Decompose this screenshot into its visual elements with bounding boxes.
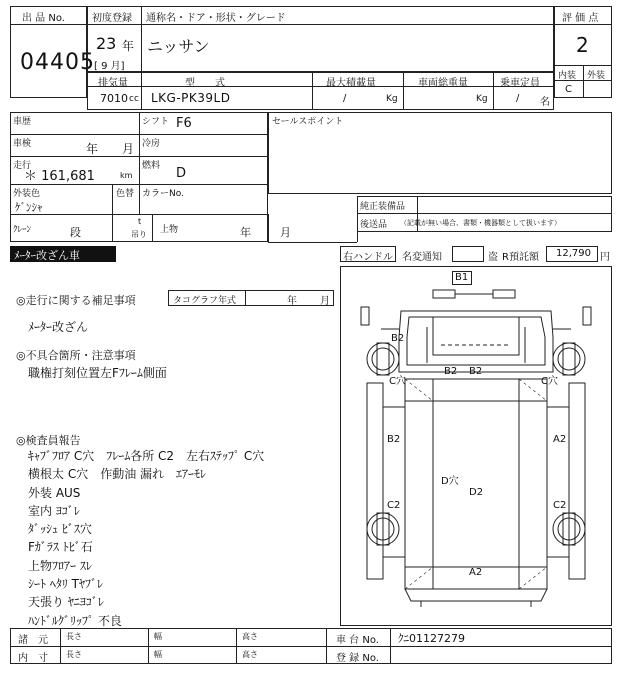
displacement-value: 7010 (100, 92, 128, 105)
displacement-unit: cc (129, 94, 139, 104)
recycle-value: 12,790 (556, 248, 591, 259)
width-label: 幅 (154, 632, 162, 641)
lot-number: 04405 (20, 50, 95, 75)
max-load-unit: Kg (386, 94, 398, 104)
driving-heading: ◎走行に関する補足事項 (16, 294, 136, 307)
tachograph-label: タコグラフ年式 (173, 296, 237, 306)
damage-mark: C穴 (389, 376, 406, 387)
interior-width-label: 幅 (154, 650, 162, 659)
fuel-label: 燃料 (142, 161, 161, 171)
exterior-color-label: 外装色 (13, 189, 41, 199)
registration-label: 登 録 No. (336, 653, 379, 664)
inspection-year-unit: 年 (86, 142, 99, 156)
crane-label: ｸﾚｰﾝ (13, 225, 32, 235)
max-load-label: 最大積載量 (326, 78, 376, 89)
lot-label: 出 品 No. (22, 13, 65, 24)
shift-value: F6 (176, 116, 192, 131)
truck-diagram (340, 266, 612, 626)
inspection-label: 車検 (13, 139, 32, 149)
shift-label: シフト (142, 117, 170, 127)
inspection-month-unit: 月 (122, 142, 135, 156)
capacity-unit: 名 (540, 97, 550, 108)
reg-year: 23 (96, 34, 117, 53)
damage-mark: B2 (387, 434, 401, 445)
body-month-unit: 月 (280, 226, 291, 239)
inspector-line: 外装 AUS (28, 485, 81, 500)
inspector-heading: ◎検査員報告 (16, 434, 81, 447)
interior-grade-value: C (565, 84, 572, 95)
tampered-banner: ﾒｰﾀｰ改ざん車 (10, 246, 116, 262)
name-change-label: 名変通知 (402, 252, 442, 263)
gvw-unit: Kg (476, 94, 488, 104)
damage-mark: C穴 (541, 376, 558, 387)
displacement-label: 排気量 (98, 78, 128, 89)
inspector-line: 上物ﾌﾛｱｰ ｽﾚ (28, 558, 92, 573)
capacity-label: 乗車定員 (500, 78, 540, 89)
tachograph-year-unit: 年 (287, 296, 297, 307)
defects-heading: ◎不具合箇所・注意事項 (16, 349, 136, 362)
deposit-label: 盗 (488, 252, 498, 263)
height-label: 高さ (242, 632, 258, 641)
selling-points-label: セールスポイント (272, 117, 344, 127)
interior-dims-label: 内 寸 (18, 653, 48, 664)
mileage-label: 走行 (13, 161, 32, 171)
length-label: 長さ (66, 632, 82, 641)
inspector-line: 横根太 C穴 作動油 漏れ ｴｱｰﾓﾚ (28, 467, 207, 482)
reg-month: [ 9 月] (94, 61, 125, 72)
reg-year-unit: 年 (122, 39, 135, 53)
score-label: 評 価 点 (562, 13, 599, 24)
damage-mark: B2 (469, 366, 483, 377)
damage-mark: B2 (444, 366, 458, 377)
chassis-value: ｸﾆ01127279 (398, 632, 465, 645)
interior-height-label: 高さ (242, 650, 258, 659)
color-code-label: カラーNo. (142, 189, 184, 199)
gvw-label: 車両総重量 (418, 78, 468, 89)
damage-mark: B2 (391, 333, 405, 344)
inspector-line: ｷｬﾌﾞﾌﾛｱ C穴 ﾌﾚｰﾑ各所 C2 左右ｽﾃｯﾌﾟ C穴 (28, 449, 265, 463)
exterior-color-value: ｹﾞﾝｼｬ (15, 201, 43, 214)
equipment-label: 純正装備品 (360, 202, 406, 212)
body-label: 上物 (160, 225, 179, 235)
capacity-slash: / (516, 93, 520, 104)
ac-label: 冷房 (142, 139, 161, 149)
mileage-unit: km (120, 171, 133, 180)
damage-mark: B1 (455, 272, 469, 283)
damage-mark: C2 (553, 500, 567, 511)
crane-lift-unit: 吊り (131, 230, 147, 239)
inspector-line: 天張り ﾔﾆﾖｺﾞﾚ (28, 595, 104, 610)
tachograph-month-unit: 月 (320, 296, 330, 307)
crane-stage-unit: 段 (70, 226, 81, 239)
driving-text: ﾒｰﾀｰ改ざん (28, 320, 89, 334)
damage-mark: D2 (469, 487, 484, 498)
exterior-grade-label: 外装 (587, 71, 606, 81)
car-name: ニッサン (147, 37, 210, 56)
interior-length-label: 長さ (66, 650, 82, 659)
damage-mark: C2 (387, 500, 401, 511)
mileage-value: ＊ 161,681 (24, 169, 95, 184)
fuel-value: D (176, 166, 187, 181)
model-value: LKG-PK39LD (151, 91, 231, 105)
inspector-line: ﾀﾞｯｼｭ ﾋﾞｽ穴 (28, 522, 92, 537)
inspector-line: ｼｰﾄ ﾍﾀﾘ Tﾔﾌﾞﾚ (28, 577, 103, 592)
inspector-line: Fｶﾞﾗｽ ﾄﾋﾞ石 (28, 540, 93, 555)
aftermarket-note: （記載が無い場合、書類・機器類として扱います） (400, 219, 561, 227)
inspector-report (28, 447, 264, 630)
damage-mark: A2 (469, 567, 483, 578)
history-label: 車歴 (13, 117, 32, 127)
recycle-label: R預託額 (502, 252, 539, 263)
damage-mark: D穴 (441, 476, 459, 487)
crane-ton-unit: t (138, 217, 142, 226)
right-hand-label: 右ハンドル (343, 252, 393, 263)
inspector-line: ﾊﾝﾄﾞﾙｸﾞﾘｯﾌﾟ 不良 (28, 613, 122, 628)
dims-label: 諸 元 (18, 635, 48, 646)
defects-text: 職権打刻位置左Fﾌﾚｰﾑ側面 (28, 366, 167, 380)
name-change-box (452, 246, 484, 262)
body-year-unit: 年 (240, 226, 251, 239)
color-change-label: 色替 (116, 189, 135, 199)
model-label: 型 式 (185, 78, 225, 89)
max-load-slash: / (343, 93, 347, 104)
name-grade-label: 通称名・ドア・形状・グレード (146, 13, 286, 24)
first-registration-label: 初度登録 (92, 13, 132, 24)
chassis-label: 車 台 No. (336, 635, 379, 646)
yen-label: 円 (600, 252, 610, 263)
inspector-line: 室内 ﾖｺﾞﾚ (28, 503, 80, 518)
damage-mark: A2 (553, 434, 567, 445)
interior-grade-label: 内装 (558, 71, 577, 81)
score-value: 2 (576, 33, 589, 57)
aftermarket-label: 後送品 (360, 220, 388, 230)
